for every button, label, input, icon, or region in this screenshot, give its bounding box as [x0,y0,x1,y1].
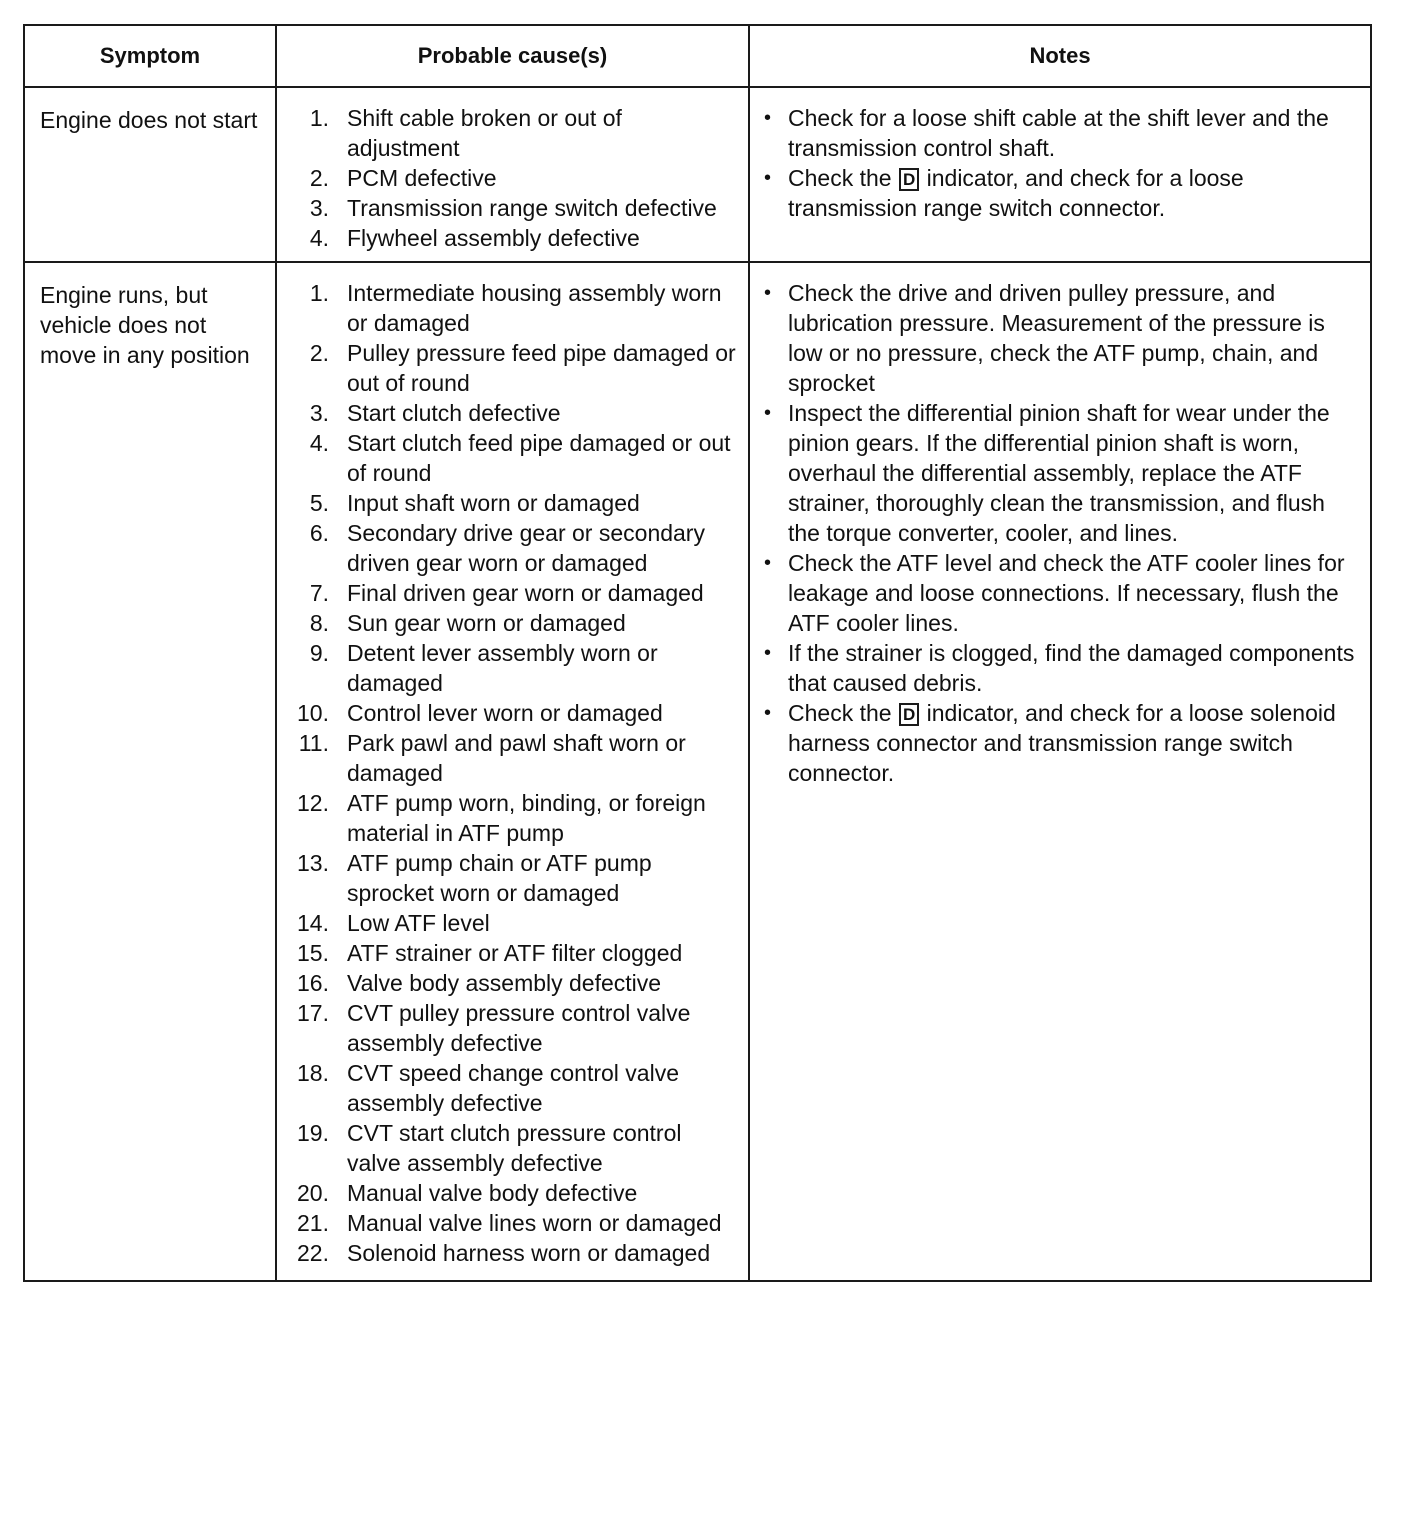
note-text [788,103,1360,163]
cause-number: 8. [309,610,329,636]
cause-item [291,398,738,428]
cause-item [291,608,738,638]
header-notes: Notes [749,25,1371,87]
cause-text: Pulley pressure feed pipe damaged or out of round [347,340,736,396]
bullet-icon: • [764,642,772,664]
cause-item [291,1118,738,1178]
cause-text: Solenoid harness worn or damaged [347,1240,711,1266]
cause-number: 3. [309,195,329,221]
cause-text: Transmission range switch defective [347,195,717,221]
cause-number: 17. [297,1000,329,1026]
cause-item [291,103,738,163]
probable-causes-cell [276,87,749,262]
note-item [762,698,1360,788]
cause-number: 14. [297,910,329,936]
cause-item [291,1208,738,1238]
note-text [788,398,1360,548]
note-item [762,398,1360,548]
cause-number: 16. [297,970,329,996]
cause-item [291,338,738,398]
note-list [762,103,1360,223]
cause-text: Low ATF level [347,910,490,936]
note-text-before: Check for a loose shift cable at the shift lever and the transmission control shaft. [788,105,1329,161]
cause-item [291,278,738,338]
cause-number: 13. [297,850,329,876]
note-text-after: indicator, and check for a loose solenoid harness connector and transmission range switch connector. [788,700,1336,786]
cause-number: 4. [309,225,329,251]
cause-number: 4. [309,430,329,456]
note-text [788,278,1360,398]
cause-text: ATF pump chain or ATF pump sprocket worn or damaged [347,850,652,906]
d-indicator-icon: D [899,168,919,191]
cause-item [291,728,738,788]
note-text-before: Check the drive and driven pulley pressure, and lubrication pressure. Measurement of the pressure is low or no pressure, check the ATF pump, chain, and sprocket [788,280,1325,396]
cause-number: 2. [309,165,329,191]
cause-text: CVT pulley pressure control valve assembly defective [347,1000,691,1056]
table-row [24,87,1371,262]
cause-item [291,998,738,1058]
notes-cell [749,262,1371,1281]
cause-item [291,1238,738,1268]
note-text [788,548,1360,638]
note-text-after: indicator, and check for a loose transmission range switch connector. [788,165,1244,221]
note-text [788,638,1360,698]
symptom-cell: Engine runs, but vehicle does not move in any position [24,262,276,1281]
cause-item [291,223,738,253]
bullet-icon: • [764,107,772,129]
cause-item [291,578,738,608]
cause-number: 6. [309,520,329,546]
note-item [762,638,1360,698]
note-item [762,103,1360,163]
cause-number: 22. [297,1240,329,1266]
cause-item [291,193,738,223]
cause-text: Flywheel assembly defective [347,225,640,251]
cause-number: 18. [297,1060,329,1086]
cause-text: ATF pump worn, binding, or foreign material in ATF pump [347,790,706,846]
cause-number: 20. [297,1180,329,1206]
cause-text: Manual valve body defective [347,1180,638,1206]
cause-text: Start clutch defective [347,400,561,426]
note-text [788,163,1360,223]
cause-number: 10. [297,700,329,726]
note-text-before: Inspect the differential pinion shaft for wear under the pinion gears. If the differential pinion shaft is worn, overhaul the differential assembly, replace the ATF strainer, thoroughly clean the transmission, and flush the torque converter, cooler, and lines. [788,400,1330,546]
cause-number: 11. [298,730,329,756]
note-text-before: Check the ATF level and check the ATF cooler lines for leakage and loose connections. If necessary, flush the ATF cooler lines. [788,550,1345,636]
symptom-cell: Engine does not start [24,87,276,262]
cause-text: Manual valve lines worn or damaged [347,1210,722,1236]
cause-number: 19. [297,1120,329,1146]
cause-item [291,518,738,578]
cause-number: 2. [309,340,329,366]
cause-item [291,1178,738,1208]
note-list [762,278,1360,788]
cause-text: Detent lever assembly worn or damaged [347,640,658,696]
cause-number: 1. [309,280,329,306]
cause-text: Secondary drive gear or secondary driven gear worn or damaged [347,520,705,576]
cause-text: Park pawl and pawl shaft worn or damaged [347,730,686,786]
table-row [24,262,1371,1281]
note-text-before: Check the [788,165,892,191]
cause-item [291,908,738,938]
cause-number: 9. [309,640,329,666]
cause-item [291,788,738,848]
cause-item [291,428,738,488]
note-text-before: If the strainer is clogged, find the damaged components that caused debris. [788,640,1355,696]
cause-number: 3. [309,400,329,426]
cause-number: 1. [309,105,329,131]
cause-list [291,103,738,253]
cause-text: CVT start clutch pressure control valve assembly defective [347,1120,682,1176]
cause-text: Valve body assembly defective [347,970,662,996]
cause-item [291,1058,738,1118]
table-body [24,87,1371,1281]
bullet-icon: • [764,552,772,574]
probable-causes-cell [276,262,749,1281]
cause-text: ATF strainer or ATF filter clogged [347,940,683,966]
cause-list [291,278,738,1268]
header-probable-causes: Probable cause(s) [276,25,749,87]
troubleshooting-table [23,24,1372,1282]
note-text [788,698,1360,788]
cause-item [291,848,738,908]
cause-text: Shift cable broken or out of adjustment [347,105,622,161]
cause-number: 12. [297,790,329,816]
cause-item [291,968,738,998]
cause-item [291,638,738,698]
note-item [762,278,1360,398]
cause-item [291,938,738,968]
header-row [24,25,1371,87]
bullet-icon: • [764,402,772,424]
cause-item [291,163,738,193]
note-text-before: Check the [788,700,892,726]
cause-number: 5. [309,490,329,516]
cause-number: 15. [297,940,329,966]
cause-text: Intermediate housing assembly worn or damaged [347,280,722,336]
cause-text: Input shaft worn or damaged [347,490,640,516]
cause-number: 7. [309,580,329,606]
cause-number: 21. [297,1210,329,1236]
cause-text: Control lever worn or damaged [347,700,663,726]
cause-text: Start clutch feed pipe damaged or out of round [347,430,731,486]
cause-item [291,698,738,728]
note-item [762,163,1360,223]
cause-text: PCM defective [347,165,497,191]
header-symptom: Symptom [24,25,276,87]
note-item [762,548,1360,638]
notes-cell [749,87,1371,262]
d-indicator-icon: D [899,703,919,726]
cause-item [291,488,738,518]
cause-text: Sun gear worn or damaged [347,610,626,636]
bullet-icon: • [764,702,772,724]
bullet-icon: • [764,282,772,304]
cause-text: CVT speed change control valve assembly defective [347,1060,679,1116]
bullet-icon: • [764,167,772,189]
cause-text: Final driven gear worn or damaged [347,580,704,606]
